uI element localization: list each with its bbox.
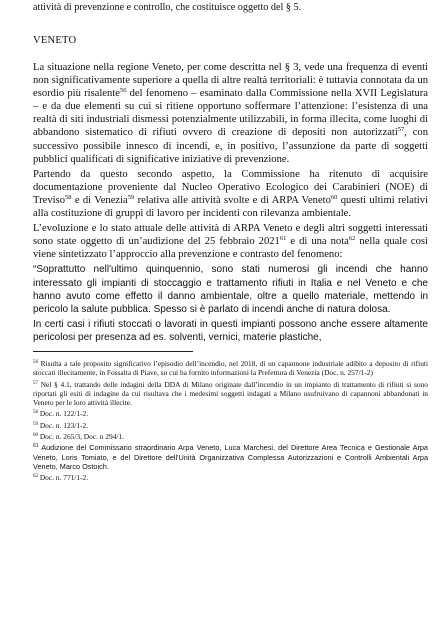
paragraph-2-text-d: questi ultimi relativi alla costituzione di gruppi di lavoro per incidenti con rilevanza ambientale. <box>33 194 428 220</box>
paragraph-1-text-c: , con successivo possibile innesco di incendi, e, in positivo, l’assunzione da parte di soggetti pubblici qualificati di significative iniziative di prevenzione. <box>33 127 429 165</box>
paragraph-1-text-a: La situazione nella regione Veneto, per come descritta nel § 3, vede una frequenza di eventi non significativamente superiore a quella di altre realtà territoriali: è tuttavia connotata da un esordio più risalente <box>33 62 428 100</box>
footnote-ref-56[interactable]: 56 <box>119 87 127 95</box>
footnote-number: 62 <box>33 474 38 480</box>
footnote-text: Doc. n. 265/3, Doc. n 294/1. <box>38 432 125 442</box>
footnote-ref-58[interactable]: 58 <box>65 193 72 201</box>
footnote-number: 59 <box>33 421 38 427</box>
footnote-ref-59[interactable]: 59 <box>127 193 135 201</box>
footnote-separator <box>33 351 193 352</box>
quote-paragraph-2: In certi casi i rifiuti stoccati o lavorati in questi impianti possono anche essere altamente pericolosi per presenza ad es. solventi, vernici, materie plastiche, <box>33 318 428 343</box>
footnote-number: 58 <box>33 410 38 416</box>
footnote-59 <box>33 421 428 430</box>
paragraph-2-text-b: e di Venezia <box>71 194 128 206</box>
footnote-56 <box>33 359 428 378</box>
footnote-number: 61 <box>33 443 39 450</box>
paragraph-3-text-c: nella quale così viene sintetizzato l’approccio alla prevenzione e contrasto del fenomeno: <box>33 236 428 261</box>
footnote-text: Doc. n. 123/1-2. <box>38 420 89 430</box>
footnote-text: Audizione del Commissario straordinario Arpa Veneto, Luca Marchesi, del Direttore Area Tecnica e Gestionale Arpa Veneto, Loris Tomiato, e del Direttore dell'Unità Organizzativa Complessa Autorizzazioni e Controlli Ambientali Arpa Veneto, Marco Ostoich. <box>33 443 428 471</box>
footnote-ref-57[interactable]: 57 <box>397 126 405 134</box>
footnote-number: 56 <box>33 359 38 365</box>
footnote-60 <box>33 432 428 441</box>
quote-paragraph-1: “Soprattutto nell'ultimo quinquennio, sono stati numerosi gli incendi che hanno interessato gli impianti di stoccaggio e trattamento rifiuti in Italia e nel Veneto e che hanno avuto come effetto il danno ambientale, oltre a quello materiale, mettendo in pericolo la salute pubblica. Spesso si è parlato di incendi anche di natura dolosa. <box>33 264 428 315</box>
body-text <box>33 61 428 344</box>
paragraph-3 <box>33 222 428 261</box>
paragraph-2-text-c: relativa alle attività svolte e di ARPA Veneto <box>134 194 331 206</box>
footnote-58 <box>33 409 428 418</box>
footnote-text: Risulta a tale proposito significativo l’episodio dell’incendio, nel 2018, di un capannone industriale adibito a deposito di rifiuti stoccati illecitamente, in Fossalta di Piave, su cui ha fornito informazioni la Prefettura di Venezia (Doc. n. 257/1-2) <box>33 358 428 378</box>
paragraph-2 <box>33 168 428 220</box>
footnote-text: Doc. n. 771/1-2. <box>38 473 89 483</box>
footnote-number: 60 <box>33 433 38 439</box>
paragraph-3-text-b: e di una nota <box>286 236 349 248</box>
section-heading: VENETO <box>33 35 77 46</box>
footnote-text: Doc. n. 122/1-2. <box>38 409 89 419</box>
paragraph-1-text-b: del fenomeno – esaminato dalla Commissione nella XVII Legislatura – e da due elementi su cui si ritiene opportuno soffermare l’attenzione: l’esistenza di una realtà di siti industriali dismessi potenzialmente utilizzabili, in forma illecita, come luoghi di abbandono sistematico di rifiuti ovvero di creazione di depositi non autorizzati <box>33 88 428 139</box>
paragraph-1 <box>33 61 428 166</box>
paragraph-3-text-a: L’evoluzione e lo stato attuale delle attività di ARPA Veneto e degli altri soggetti interessati sono state oggetto di un’audizione del 25 febbraio 2021 <box>33 223 428 248</box>
footnote-number: 57 <box>33 380 38 386</box>
paragraph-2-text-a: Partendo da questo secondo aspetto, la Commissione ha ritenuto di acquisire documentazione proveniente dal Nucleo Operativo Ecologico dei Carabinieri (NOE) di Treviso <box>33 168 428 206</box>
document-page <box>0 1 445 628</box>
footnote-62 <box>33 473 428 482</box>
footnote-57 <box>33 380 428 408</box>
carryover-line: attività di prevenzione e controllo, che costituisce oggetto del § 5. <box>33 2 302 13</box>
footnotes <box>33 359 428 483</box>
footnote-61 <box>33 443 428 471</box>
footnote-ref-60[interactable]: 60 <box>330 193 338 201</box>
footnote-ref-61[interactable]: 61 <box>279 235 287 243</box>
footnote-ref-62[interactable]: 62 <box>348 235 356 243</box>
footnote-text: Nel § 4.1, trattando delle indagini della DDA di Milano originate dall’incendio in un impianto di trattamento di rifiuti si sono riportati gli esiti di indagine da cui risultava che i medesimi soggetti indagati a Milano usufruivano di capannoni abbandonati in Veneto per le loro attività illecite. <box>33 379 428 408</box>
